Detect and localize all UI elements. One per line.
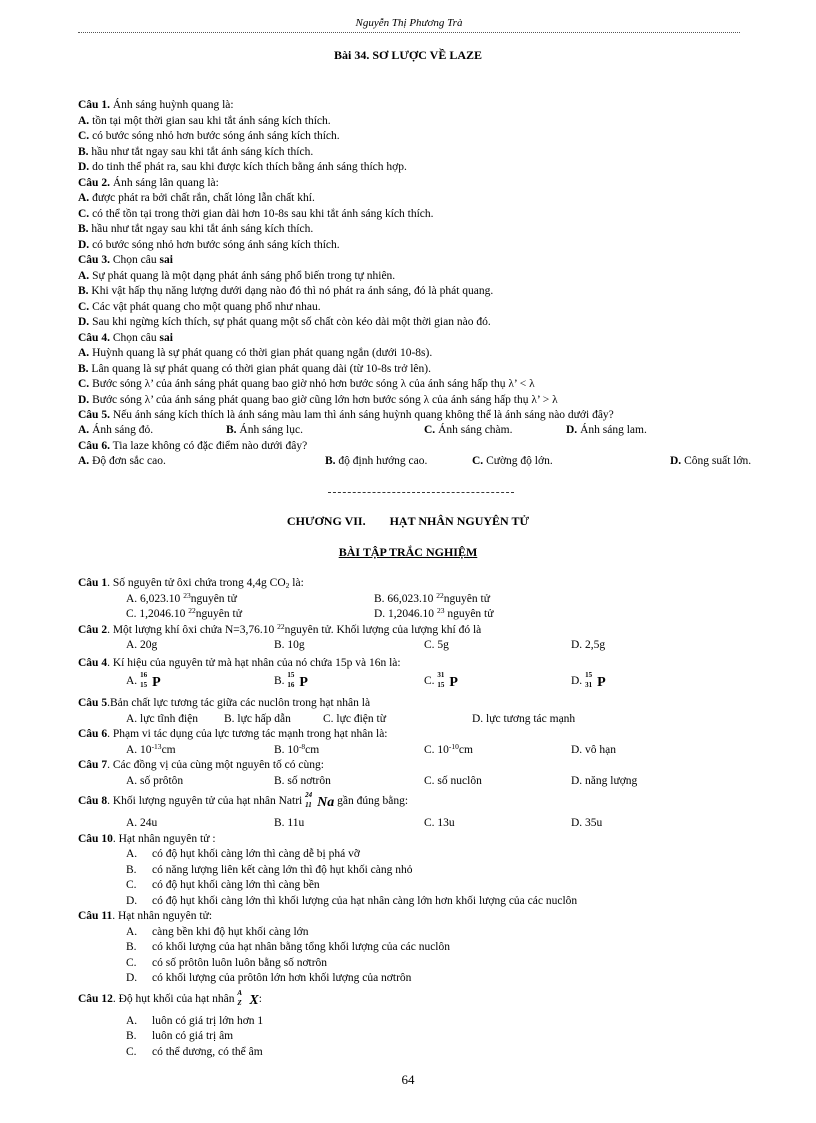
option: C. Ánh sáng chàm. [424,424,513,436]
question: Câu 2. Ánh sáng lân quang là: [78,176,219,189]
option: C. 1,2046.10 $^{22}$nguyên tử [126,606,242,620]
question: Câu 5.Bản chất lực tương tác giữa các nuclôn trong hạt nhân là [78,697,371,709]
option: C. có thể dương, có thể âm [126,1045,263,1058]
option: B. có năng lượng liên kết càng lớn thì độ hụt khối càng nhỏ [126,863,413,876]
option: D. Sau khi ngừng kích thích, sự phát quang một số chất còn kéo dài một thời gian nào đó. [78,316,491,328]
page-number: 64 [401,1072,415,1087]
question-6: Câu 6. Tia laze không có đặc điểm nào dưới đây? [78,439,308,452]
nuclide-symbol: A Z X [237,988,259,1008]
option: D. Bước sóng λ’ của ánh sáng phát quang bao giờ cũng lớn hơn bước sóng λ của ánh sáng hấp thụ λ’ > λ [78,393,558,406]
option: D. 1,2046.10 $^{23}$ nguyên tử [374,606,494,620]
option: B. có khối lượng của hạt nhân bằng tổng khối lượng của các nuclôn [126,941,450,953]
options-row [78,423,778,439]
options-row [78,607,778,623]
chapter-title: CHƯƠNG VII. HẠT NHÂN NGUYÊN TỬ [286,514,530,528]
options-row: A. lực tĩnh điện B. lực hấp dẫn C. lực điện từ D. lực tương tác mạnh [126,712,576,725]
lesson-title: Bài 34. SƠ LƯỢC VỀ LAZE [333,48,483,62]
nuclide-symbol: 15 16 P [287,671,308,690]
option: A. Ánh sáng đỏ. [78,424,154,436]
option: D. Công suất lớn. [670,455,752,467]
option: C. có số prôtôn luôn luôn bằng số nơtrôn [126,956,328,969]
question: Câu 7. Các đồng vị của cùng một nguyên tố có cùng: [78,759,324,771]
option: A. được phát ra bởi chất rắn, chất lỏng lẫn chất khí. [78,192,315,204]
option: A. luôn có giá trị lớn hơn 1 [126,1014,264,1027]
question-5-options [78,423,778,470]
question: Câu 1. Số nguyên tử ôxi chứa trong 4,4g $CO_2$ là: [78,577,304,590]
option: C. có bước sóng nhỏ hơn bước sóng ánh sáng kích thích. [78,130,340,142]
option: C. $10^{-10}cm$ [424,741,473,756]
page-header: Nguyễn Thị Phương Trà [78,14,740,33]
option: B. độ định hướng cao. [325,455,428,467]
option: B. Khi vật hấp thụ năng lượng dưới dạng nào đó thì nó phát ra ánh sáng, đó là phát quang. [78,285,494,297]
options-row: A. 20g B. 10g C. 5g D. 2,5g [126,639,606,651]
option: C. 31 15 P [424,671,458,690]
option: B. luôn có giá trị âm [126,1030,234,1042]
options-row [78,592,778,608]
option: A. $10^{-13}cm$ [126,741,176,756]
option: B. 66,023.10 $^{22}$nguyên tử [374,590,490,605]
option: B. Lân quang là sự phát quang có thời gian phát quang dài (từ 10-8s trở lên). [78,362,431,375]
option: C. Các vật phát quang cho một quang phổ như nhau. [78,300,321,313]
question: Câu 12. Độ hụt khối của hạt nhân A Z X: [78,988,262,1008]
options-row [78,454,778,470]
option: A. 6,023.10 $^{23}$nguyên tử [126,590,237,605]
question: Câu 4. Kí hiệu của nguyên tử mà hạt nhân của nó chứa 15p và 16n là: [78,656,401,669]
option: D. có khối lượng của prôtôn lớn hơn khối lượng của nơtrôn [126,972,412,984]
option: A. Sự phát quang là một dạng phát ánh sáng phổ biến trong tự nhiên. [78,269,396,282]
option: B. hầu như tắt ngay sau khi tắt ánh sáng kích thích. [78,223,314,235]
question: Câu 10. Hạt nhân nguyên tử : [78,832,216,845]
question: Câu 8. Khối lượng nguyên tử của hạt nhân Natri 24 11 Na gần đúng bằng: [78,791,409,810]
option: C. Bước sóng λ’ của ánh sáng phát quang bao giờ nhỏ hơn bước sóng λ của ánh sáng hấp thụ λ’ < λ [78,378,535,390]
exercise-title: BÀI TẬP TRẮC NGHIỆM [338,545,478,559]
options-row: A. số prôtôn B. số nơtrôn C. số nuclôn D. năng lượng [126,774,638,787]
nuclide-symbol: 31 15 P [437,671,458,690]
option: C. có thể tồn tại trong thời gian dài hơn 10-8s sau khi tắt ánh sáng kích thích. [78,207,434,220]
nuclide-symbol: 16 15 P [140,671,161,690]
option: B. Ánh sáng lục. [226,424,303,436]
option: D. Ánh sáng lam. [566,424,647,436]
option: C. Cường độ lớn. [472,455,553,467]
option: A. tồn tại một thời gian sau khi tắt ánh sáng kích thích. [78,114,331,127]
option: B. 15 16 P [274,671,308,690]
part-b-questions [78,576,778,1060]
option: D. có bước sóng nhỏ hơn bước sóng ánh sáng kích thích. [78,238,340,251]
option: C. có độ hụt khối càng lớn thì càng bền [126,879,320,891]
option: D. do tinh thể phát ra, sau khi được kích thích bằng ánh sáng thích hợp. [78,161,407,173]
options-row: A. 24u B. 11u C. 13u D. 35u [126,817,603,829]
option: A. có độ hụt khối càng lớn thì càng dễ bị phá vỡ [126,848,360,860]
question: Câu 11. Hạt nhân nguyên tử: [78,910,213,922]
section-divider [328,492,514,493]
option: A. Huỳnh quang là sự phát quang có thời gian phát quang ngắn (dưới 10-8s). [78,347,433,359]
options-row [78,743,778,759]
option: B. $10^{-8}cm$ [274,741,320,756]
option: B. hầu như tắt ngay sau khi tắt ánh sáng kích thích. [78,145,314,158]
nuclide-symbol: 15 31 P [585,671,606,690]
part-a-questions [78,98,778,424]
nuclide-symbol: 24 11 Na [305,791,335,810]
question: Câu 4. Chọn câu sai [78,331,173,344]
option: A. 16 15 P [126,671,161,690]
options-row [78,671,778,696]
question: Câu 5. Nếu ánh sáng kích thích là ánh sáng màu lam thì ánh sáng huỳnh quang không thể là ánh sáng nào dưới đây? [78,409,614,421]
question: Câu 1. Ánh sáng huỳnh quang là: [78,99,234,111]
option: D. có độ hụt khối càng lớn thì khối lượng của hạt nhân càng lớn hơn khối lượng của các nuclôn [126,894,578,907]
question: Câu 6. Phạm vi tác dụng của lực tương tác mạnh trong hạt nhân là: [78,728,388,740]
question: Câu 2. Một lượng khí ôxi chứa N=3,76.10 $^{22}$nguyên tử. Khối lượng của lượng khí đó là [78,621,482,636]
option: A. Độ đơn sắc cao. [78,455,166,467]
option: D. 15 31 P [571,671,606,690]
option: D. vô hạn [571,743,617,756]
option: A. càng bền khi độ hụt khối càng lớn [126,925,309,938]
question: Câu 3. Chọn câu sai [78,254,173,266]
